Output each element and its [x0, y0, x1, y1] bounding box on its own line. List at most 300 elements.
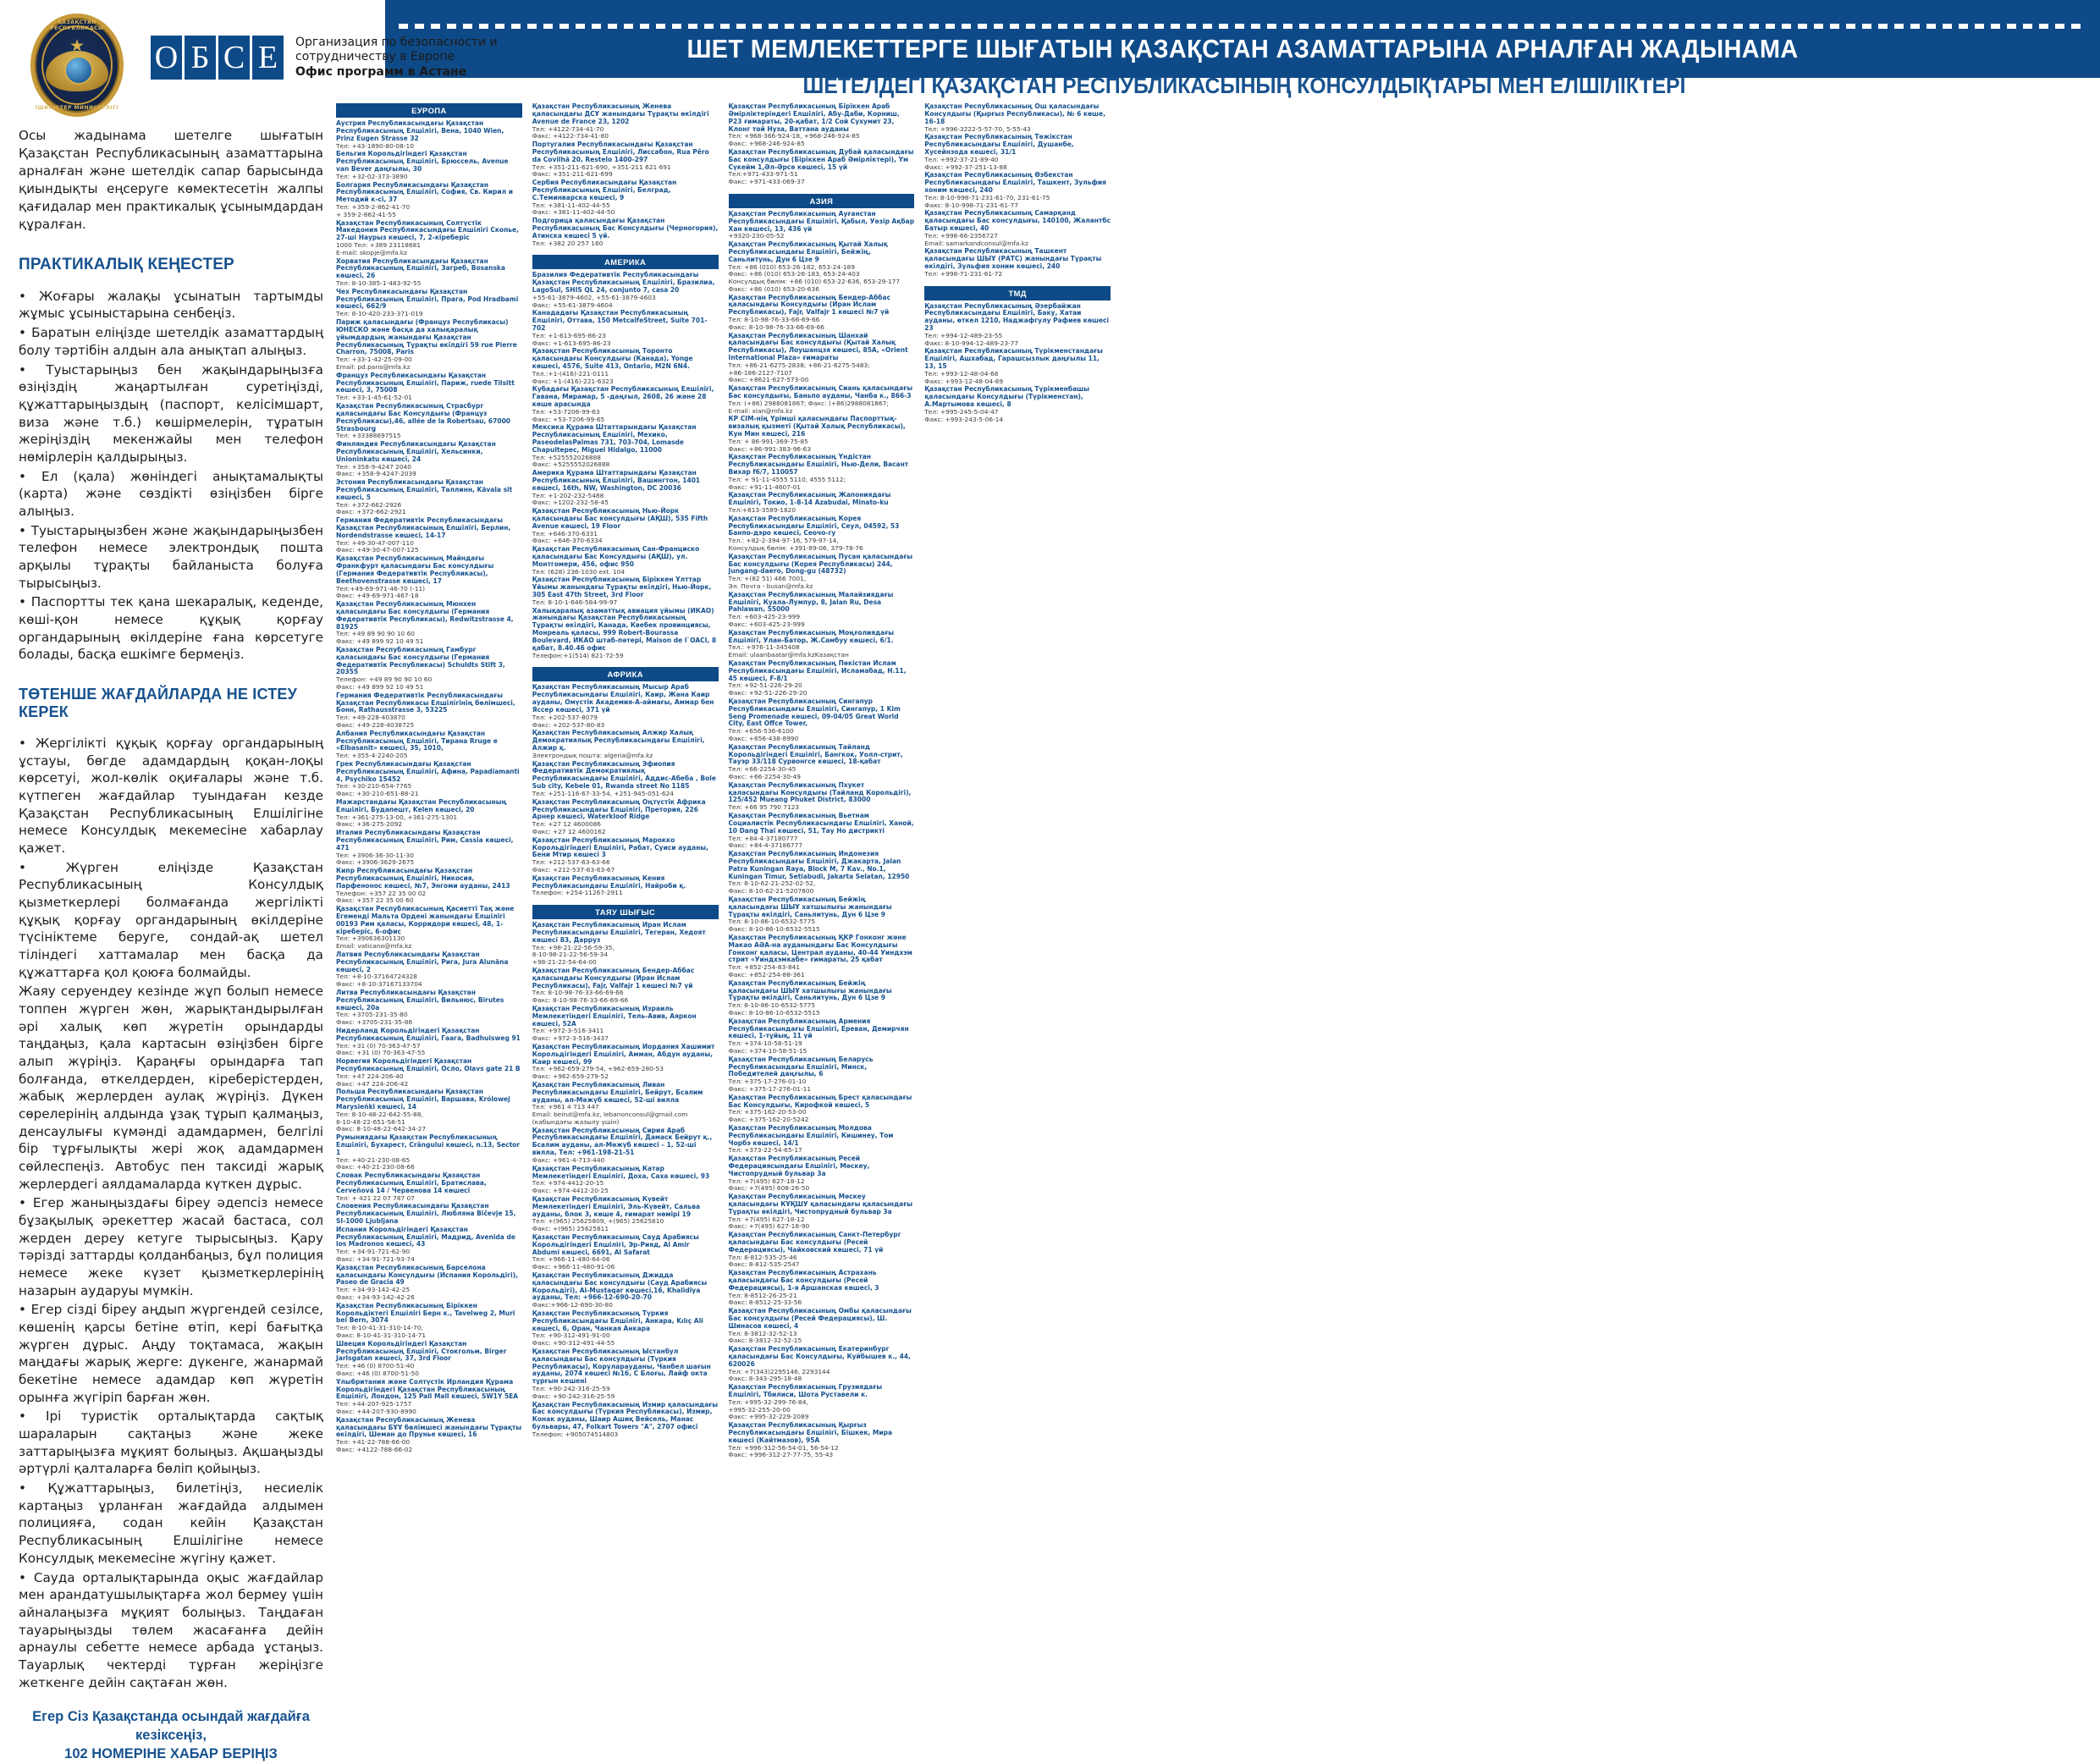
contact-detail: Факс: +971-433-069-37 — [728, 178, 805, 186]
contact-name: Қазақстан Республикасының Ауғанстан Республикасындағы Елшілігі, Қабыл, Уәзір Ақбар Хан көшесі, 13, 436 үй — [728, 209, 915, 233]
contact-entry — [336, 830, 522, 867]
contact-name: Қазақстан Республикасының Алжир Халық Демократиялық Республикасындағы Елшілігі, Алжир қ. — [532, 729, 705, 752]
contact-name: Америка Құрама Штаттарындағы Қазақстан Республикасының Елшілігі, Вашингтон, 1401 көшесі, 16th, NW, Washington, DC 20036 — [532, 469, 701, 492]
contact-detail: Факс: +44-207-930-8990 — [336, 1408, 416, 1416]
advice-bullet: • Туыстарыңызбен және жақындарыңызбен телефон немесе электрондық пошта арқылы тұрақты байланыста болуға тырысыңыз. — [19, 522, 323, 591]
contact-detail: Тел: +994-12-489-23-55 — [924, 331, 1003, 339]
contact-name: Қазақстан Республикасының Армения Республикасындағы Елшілігі, Ереван, Демирчян көшесі, 1-тұйық, 11 үй — [728, 1017, 909, 1040]
contact-name: Қазақстан Республикасының Малайзиядағы Елшілігі, Куала-Лумпур, 8, Jalan Ru, Desa Pahlawan, 55000 — [728, 590, 894, 614]
contact-name: Қазақстан Республикасының Кения Республикасындағы Елшілігі, Найроби қ. — [532, 874, 686, 890]
contact-detail: Факс: +40-21-230-08-66 — [336, 1163, 415, 1171]
contact-detail: Тел: +381-11-402-44-55 — [532, 201, 610, 209]
contact-entry — [729, 813, 915, 850]
contact-detail: Email: pd.paris@mfa.kz — [336, 363, 411, 372]
contact-detail: Факс: +49 899 92 10 49 51 — [336, 682, 424, 691]
contact-name: Қазақстан Республикасының Ресей Федерациясындағы Елшілігі, Мәскеу, Чистопрудный бульвар 3а — [728, 1155, 870, 1177]
contact-name: Қазақстан Республикасының Үндістан Республикасындағы Елшілігі, Нью-Дели, Васант Вихар f6/7, 110057 — [728, 453, 909, 476]
contact-detail: Тел: 8-10-86-10-6532-5775 — [728, 1001, 816, 1010]
contact-name: Қазақстан Республикасының Джидда қаласындағы Бас консулдығы (Сауд Арабиясы Корольдігі), Al-Mustaqar көшесі,16, Khalidiya ауданы, Тел: +966-12-690-20-70 — [532, 1271, 708, 1302]
contact-detail: Тел: 8-10-385-1-483-92-55 — [336, 279, 422, 288]
contact-detail: Тел: +49-228-403870 — [336, 714, 405, 722]
contact-detail: Тел: +351-211-621-690, +351-211 621 691 — [532, 163, 671, 171]
contact-name: Қазақстан Республикасының Ыстанбул қаласындағы Бас консулдығы (Түркия Республикасы), Коруларауданы, Чанбел шағын ауданы, 2074 көшесі №16, С Блоғы, Лайф окта тұрғын кешені — [532, 1347, 711, 1386]
contact-entry — [729, 1232, 915, 1269]
contact-detail: Факс: 8-812-535-2547 — [728, 1260, 800, 1269]
contact-detail: Факс: +1-(416)-221-6323 — [532, 377, 614, 385]
contact-detail: Телефон: +49 89 90 90 10 60 — [336, 675, 433, 684]
contact-name: Халықаралық азаматтық авиация ұйымы (ИКАО) жанындағы Қазақстан Республикасының Тұрақты өкілдігі, Канада, Квебек провинциясы, Монреаль қаласы, 999 Robert-Bourassa Boulevard, ИКАО штаб-пәтері, Maison de l`OACI, 8 қабат, 8.40.46 офис — [532, 606, 717, 652]
contact-entry — [729, 1422, 915, 1459]
contact-entry — [729, 896, 915, 934]
contact-name: Қазақстан Республикасының Қасиетті Тақ және Егеменді Мальта Ордені жанындағы Елшілігі 00193 Рим қаласы, Корридори көшесі, 48, 1-кіреберіс, 6-офис — [336, 905, 515, 935]
contact-entry — [532, 1310, 719, 1348]
contact-name: Италия Республикасындағы Қазақстан Республикасының Елшілігі, Рим, Cassia көшесі, 471 — [336, 829, 514, 852]
contact-detail: Факс: +7(495) 608-26-50 — [728, 1184, 810, 1193]
contact-entry — [336, 258, 522, 288]
contact-name: Қазақстан Республикасының Омбы қаласындағы Бас консулдығы (Ресей Федерациясы), Ш. Шинасов көшесі, 4 — [728, 1307, 912, 1330]
contact-detail: Факс: +47 224-206-42 — [336, 1079, 409, 1088]
emergency-bullet: Жаяу серуендеу кезінде жұп болып немесе топпен жүрген жөн, жарықтандырылған әрі халық көп жүретін орындарды таңдаңыз, қала картасын өзіңізбен бірге алып жүріңіз. Қараңғы орындарға тап болғанда, өткелдерден, кіреберістерден, жабық жерлерден аулақ жүріңіз. Дүкен сөрелерінің алдында ұзақ тұрып қалмаңыз, денсаулығы күмәнді адамдармен, белгілі бір тұрғылықты жері жоқ адамдармен сөйлеспеңіз. Автобус пен таксиді жарық жерлердегі аялдамаларда күткен дұрыс. — [19, 984, 323, 1192]
contact-entry — [532, 837, 719, 874]
kazakhstan-mvd-emblem-icon — [30, 14, 124, 117]
contact-detail: Тел: +3906-36-30-11-30 — [336, 851, 414, 859]
contact-name: Қазақстан Республикасының Майндағы Франкфурт қаласындағы Бас консулдығы (Германия Федеративтік Республикасы), Beethovenstrasse көшесі, 17 — [336, 554, 494, 585]
contact-name: Қазақстан Республикасының Сауд Арабиясы Корольдігіндегі Елшілігі, Эр-Рияд, Al Amir Abdumi көшесі, 6691, Al Safarat — [532, 1232, 699, 1256]
contact-entry — [336, 182, 522, 219]
contact-name: Қазақстан Республикасының Мысыр Араб Республикасындағы Елшілігі, Каир, Жана Каир ауданы, Омүстік Академия-А-аймағы, Аммар бен Яссер көшесі, 371 үй — [532, 683, 714, 714]
contact-detail: Факс: +5255552026888 — [532, 460, 610, 469]
contact-entry — [729, 980, 915, 1017]
contact-name: Болгария Республикасындағы Қазақстан Республикасының Елшілігі, София, Св. Кирил и Методий к-сі, 37 — [336, 180, 513, 204]
contact-entry — [924, 103, 1111, 133]
contact-detail: Тел: +962-659-279-54, +962-659-280-53 — [532, 1065, 664, 1073]
contact-entry — [336, 479, 522, 516]
contact-entry — [729, 630, 915, 659]
contact-detail: Тел: +86 (010) 653-26-182, 653-24-189 — [728, 262, 855, 271]
contact-detail: Тел: +8-10-37164724328 — [336, 973, 417, 981]
contact-detail: Тел: +1-613-695-86-23 — [532, 331, 606, 339]
contact-entry — [729, 934, 915, 979]
contact-name: Бельгия Корольдігіндегі Қазақстан Республикасының Елшілігі, Брюссель, Avenue van Bever даңғылы, 30 — [336, 150, 509, 173]
emergency-bullet: • Егер сізді біреу аңдып жүргендей сезілсе, көшенің қарсы бетіне өтіп, кері бағытқа жүрген дұрыс. Аңду тоқтамаса, жақын маңдағы жарық жерге: дүкенге, жанармай бекетіне немесе адамдар көп жүретін орынға жүгіріп барған жөн. — [19, 1302, 323, 1405]
contact-detail: Факс: +7(495) 627-18-90 — [728, 1222, 810, 1231]
contact-detail: Электрондық пошта: algeria@mfa.kz — [532, 751, 653, 759]
contact-detail: Тел: +33-1-45-61-52-01 — [336, 394, 412, 402]
contact-name: Қазақстан Республикасының Тәжікстан Республикасындағы Елшілігі, Душанбе, Хусейнзода көшесі, 31/1 — [924, 133, 1074, 156]
contact-name: Қазақстан Республикасының Женева қаласындағы ДСҰ жанындағы Тұрақты өкілдігі Avenue de France 23, 1202 — [532, 102, 709, 125]
contact-name: Бразилия Федеративтік Республикасындағы Қазақстан Республикасының Елшілігі, Бразилиа, LagoSul, SHIS QL 24, conjunto 7, casa 20 — [532, 271, 715, 294]
contact-detail: Факс: +66-2254-30-49 — [728, 773, 802, 780]
contact-detail: Тел.:+1-(416)-221-0111 — [532, 369, 609, 378]
contact-detail: Факс: +381-11-402-44-50 — [532, 208, 615, 217]
contact-detail: Тел: +390636301130 — [336, 934, 405, 943]
contact-name: Ұлыбритания және Солтүстік Ирландия Құрама Корольдігіндегі Қазақстан Республикасының Елшілігі, Лондон, 125 Pall Mall көшесі, SW1Y 5EA — [336, 1377, 519, 1401]
contact-entry — [729, 1056, 915, 1094]
contact-name: Хорватия Республикасындағы Қазақстан Республикасының Елшілігі, Загреб, Bosanska көшесі, 26 — [336, 256, 505, 280]
contact-entry — [532, 1348, 719, 1401]
contact-name: Қазақстан Республикасының Оңтүстік Африка Республикасындағы Елшілігі, Претория, 226 Арнер көшесі, Waterkloof Ridge — [532, 797, 706, 821]
contact-detail: Факс: +357 22 35 00 60 — [336, 896, 414, 905]
contact-entry — [336, 372, 522, 402]
contact-detail: Тел: +375-162-20-53-00 — [728, 1108, 807, 1116]
contact-entry — [532, 922, 719, 967]
contact-detail: 8-10-98-21-22-56-59-34 — [532, 951, 608, 959]
contact-detail: Тел: 8-10-98-76-33-66-69-66 — [728, 316, 820, 324]
contact-name: Қазақстан Республикасының Пусан қаласындағы Бас консулдығы (Корея Республикасы) 244, Jungang-daero, Dong-gu (48732) — [728, 552, 913, 576]
contact-detail: Тел: +7(495) 627-18-12 — [728, 1177, 805, 1185]
contact-name: Грек Республикасындағы Қазақстан Республикасының Елшілігі, Афина, Papadiamanti 4, Psychiko 15452 — [336, 759, 520, 783]
contact-entry — [532, 1402, 719, 1439]
contact-detail: Факс: 8-10-86-10-6532-5515 — [728, 1008, 820, 1017]
contact-detail: Факс: +91-11-4607-01 — [728, 482, 802, 491]
contact-entry — [532, 608, 719, 660]
contact-detail: Факс: +603-425-23-999 — [728, 620, 805, 628]
contact-detail: Факс: +961-4-713-440 — [532, 1155, 605, 1164]
emergency-list — [19, 735, 323, 1691]
contact-entry — [532, 799, 719, 836]
contacts-subtitle: ШЕТЕЛДЕГІ ҚАЗАҚСТАН РЕСПУБЛИКАСЫНЫҢ КОНСУЛДЫҚТАРЫ МЕН ЕЛШІЛІКТЕРІ — [802, 73, 1686, 98]
contact-entry — [336, 1089, 522, 1133]
contact-detail: Тел: + 91-11-4555 5110, 4555 5112; — [728, 475, 846, 483]
contact-entry — [532, 761, 719, 798]
contact-name: Канададағы Қазақстан Республикасының Елшілігі, Оттава, 150 MetcalfeStreet, Suite 701-702 — [532, 309, 708, 332]
contact-name: Словения Республикасындағы Қазақстан Республикасының Елшілігі, Любляна Bičevje 15, SI-1000 Ljubljana — [336, 1202, 516, 1225]
contact-detail: Тел: +998-66-2356727 — [924, 231, 998, 240]
contact-detail: Тел: +34-91-721-62-90 — [336, 1248, 411, 1256]
contact-name: Қазақстан Республикасының Нью-Йорк қаласындағы Бас консулдығы (АҚШ), 535 Fifth Avenue көшесі, 19 Floor — [532, 507, 708, 530]
contact-entry — [336, 151, 522, 180]
contact-detail: Факс: +992-37-251-13-88 — [924, 163, 1007, 171]
contact-entry — [729, 1346, 915, 1383]
contact-name: Финляндия Республикасындағы Қазақстан Республикасының Елшілігі, Хельсинки, Unioninkatu көшесі, 24 — [336, 440, 496, 463]
contact-name: Чех Республикасындағы Қазақстан Республикасының Елшілігі, Прага, Pod Hradbami көшесі, 662/9 — [336, 287, 519, 311]
contact-detail: Тел: + 86-991-369-75-85 — [728, 437, 808, 445]
emergency-bullet: • Сауда орталықтарында оқыс жағдайлар мен арандатушылықтарға жол бермеу үшін айналаңызға мұқият болыңыз. Таңдаған тауарыңызды төлем жасағанға дейін арнаулы себетте немесе арбада ұстаңыз. Тауарлық чектерді тұрған жеріңізге жеткенге дейін сақтаған жөн. — [19, 1569, 323, 1690]
contact-detail: Тел: +525552026888 — [532, 453, 602, 461]
contact-entry — [336, 989, 522, 1027]
contact-name: Қазақстан Республикасының Торонто қаласындағы Консулдығы (Канада), Yonge көшесі, 4576, Suite 413, Ontario, M2N 6N4. — [532, 347, 693, 370]
contact-name: Қазақстан Республикасының Бендер-Аббас қаласындағы Консулдығы (Иран Ислам Республикасы), Fajr, Valfajr 1 көшесі №7 үй — [728, 293, 891, 317]
contact-name: Қазақстан Республикасының Израиль Мемлекетіндегі Елшілігі, Тель-Авив, Аяркон көшесі, 52А — [532, 1004, 697, 1028]
contact-entry — [336, 799, 522, 829]
contact-entry — [729, 103, 915, 148]
contact-entry — [532, 576, 719, 606]
contact-detail: Тел: +(82 51) 466 7001, — [728, 575, 807, 583]
contact-entry — [532, 1166, 719, 1195]
contact-detail: Тел: +43-1890-80-08-10 — [336, 141, 414, 150]
contact-entry — [336, 1303, 522, 1340]
banner-title: ШЕТ МЕМЛЕКЕТТЕРГЕ ШЫҒАТЫН ҚАЗАҚСТАН АЗАМАТТАРЫНА АРНАЛҒАН ЖАДЫНАМА — [686, 34, 1799, 63]
contact-entry — [729, 492, 915, 514]
contact-detail: Факс: +86 (010) 653-20-636 — [728, 284, 819, 293]
contact-entry — [336, 289, 522, 318]
contact-name: Қазақстан Республикасының Мәскеу қаласындағы КҰҚШУ қаласындағы қаласындағы Тұрақты өкілдігі, Чистопрудный бульвар 3а — [728, 1193, 913, 1216]
contact-name: Қазақстан Республикасының Ливан Республикасындағы Елшілігі, Бейрут, Бсалим ауданы, ал-Мәжүб көшесі, 52-ші вилла — [532, 1080, 703, 1104]
contact-detail: Факс: +656-438-8990 — [728, 735, 799, 742]
contact-entry — [729, 149, 915, 186]
contact-name: Қазақстан Республикасының Вьетнам Социалистік Республикасындағы Елшілігі, Ханой, 10 Dang Thai көшесі, 51, Тау Но дистрикті — [728, 812, 914, 835]
contact-detail: Тел: +49 89 90 90 10 60 — [336, 630, 415, 638]
contact-entry — [729, 416, 915, 453]
contact-entry — [924, 248, 1111, 278]
contact-entry — [336, 1134, 522, 1171]
contact-detail: Тел: +46 (0) 8700-51-40 — [336, 1362, 415, 1370]
contact-name: Қазақстан Республикасының Эфиопия Федеративтік Демократиялық Республикасындағы Елшілігі, Аддис-Абеба , Bole Sub city, Kebele 01, Rwanda street No 1185 — [532, 759, 716, 791]
contact-entry — [729, 698, 915, 743]
contact-detail: Консулдық бөлім: +391-89-06, 379-78-76 — [728, 544, 863, 552]
contact-entry — [532, 470, 719, 507]
contact-detail: Факс: +92-51-226-29-20 — [728, 689, 807, 697]
contact-detail: E-mail: skopje@mfa.kz — [336, 248, 407, 256]
contact-detail: Тел: +98-21-22-56-59-35, — [532, 943, 615, 951]
contact-entry — [729, 211, 915, 240]
contact-detail: Тел: +251-116-67-33-54, +251-945-051-624 — [532, 789, 674, 797]
emergency-bullet: • Ірі туристік орталықтарда сақтық шараларын сақтаңыз және жеке заттарыңызға мұқият болыңыз. Ақшаңызды әртүрлі қалталарға бөліп қойыңыз. — [19, 1408, 323, 1477]
contact-detail: Консулдық бөлім: +86 (010) 653-22-636, 653-29-177 — [728, 278, 901, 286]
contact-name: Португалия Республикасындағы Қазақстан Республикасының Елшілігі, Лиссабон, Rua Pêro da Covilhã 20, Restelo 1400-297 — [532, 141, 709, 163]
contact-name: Қазақстан Республикасының Түрікменстандағы Елшілігі, Ашхабад, Гарашсызлык даңғылы 11, 13, 15 — [924, 347, 1103, 371]
contact-detail: Тел: +44-207-925-1757 — [336, 1400, 412, 1408]
contact-detail: Факс: +55-61-3879-4604 — [532, 300, 613, 309]
advice-bullet: • Паспортты тек қана шекаралық, кеденде, көші-қон немесе құқық қорғау органдарының өкілдеріне ғана көрсетуге болады, басқа ешкімге бермеңіз. — [19, 594, 323, 663]
emblem-bottom-text: ІШКІ ІСТЕР МИНИСТРЛІГІ — [35, 105, 119, 111]
contact-detail: Тел: +90-242-316-25-59 — [532, 1385, 610, 1393]
contact-detail: Тел: +90-312-491-91-00 — [532, 1331, 610, 1340]
contact-entry — [729, 241, 915, 293]
contact-name: Қазақстан Республикасының Түрікменбашы қаласындағы Консулдығы (Түрікменстан), А.Мартымова көшесі, 8 — [924, 385, 1089, 409]
contact-name: Латвия Республикасындағы Қазақстан Республикасының Елшілігі, Рига, Jura Alunāna көшесі, 2 — [336, 950, 509, 973]
contact-entry — [729, 1094, 915, 1124]
contact-name: Қазақстан Республикасының Әзербайжан Республикасындағы Елшілігі, Баку, Хатаи ауданы, өткел 1210, Наджафгулу Рафиев көшесі 23 — [924, 301, 1110, 333]
contact-name: Қазақстан Республикасының Пхукет қаласындағы Консулдығы (Тайланд Корольдігі), 125/452 Mueang Phuket District, 83000 — [728, 780, 912, 804]
contact-entry — [336, 647, 522, 692]
contact-name: Испания Корольдігіндегі Қазақстан Республикасының Елшілігі, Мадрид, Avenida de los Madronos көшесі, 43 — [336, 1225, 515, 1249]
contact-detail: Тел: +995-32-299-76-84, — [728, 1397, 808, 1406]
osce-line-3: Офис программ в Астане — [295, 64, 467, 79]
contact-detail: Факс: +8-10-37167133704 — [336, 980, 422, 989]
contact-name: Норвегия Корольдігіндегі Қазақстан Республикасының Елшілігі, Осло, Olavs gate 21 B — [336, 1057, 521, 1072]
contact-entry — [336, 868, 522, 905]
contact-name: Аустрия Республикасындағы Қазақстан Республикасының Елшілігі, Вена, 1040 Wien, Prinz Eugen Strasse 32 — [336, 119, 504, 142]
contact-name: Қазақстан Республикасының Беларусь Республикасындағы Елшілігі, Минск, Победителей даңғылы, 6 — [728, 1055, 874, 1078]
contact-detail: Тел: 8-8512-26-25-21 — [728, 1291, 797, 1299]
contact-detail: Факс: +993-12-48-04-69 — [924, 377, 1004, 385]
contact-detail: Факс: 8-10-86-10-6532-5515 — [728, 925, 820, 934]
contact-entry — [336, 730, 522, 760]
contact-detail: Факс: +49 899 92 10 49 51 — [336, 637, 424, 646]
contact-detail: Факс: +86 (010) 653-26-183, 653-24-403 — [728, 270, 860, 278]
contact-entry — [336, 761, 522, 798]
contact-detail: Тел: +968-366-924-18, +968-246-924-85 — [728, 132, 860, 141]
contact-entry — [924, 172, 1111, 209]
contact-name: Германия Федеративтік Республикасындағы Қазақстан Республикасы Елшілігінің бөлімшесі, Бонн, Rathausstrasse 3, 53225 — [336, 691, 515, 714]
contact-detail: Факс: +358-9-4247-2039 — [336, 470, 416, 478]
contact-entry — [532, 1127, 719, 1165]
contact-name: Қазақстан Республикасының Дубай қаласындағы Бас консулдығы (Біріккен Араб Әмірліктері), Үм Сүкейм 1,Әл-Әрсә көшесі, 15 үй — [728, 147, 914, 171]
advice-column — [19, 127, 323, 1764]
contact-detail: Тел: +361-275-13-00, +361-275-1301 — [336, 813, 458, 821]
contact-name: Қазақстан Республикасының Сирия Араб Республикасындағы Елшілігі, Дамаск Бейрут қ., Бсалим ауданы, ал-Мәжүб көшесі – 1, 52-ші вилла, Тел: +961-198-21-51 — [532, 1126, 713, 1157]
contact-name: Швеция Корольдігіндегі Қазақстан Республикасының Елшілігі, Стокгольм, Birger Jarlsgatan көшесі, 37, 3rd Floor — [336, 1339, 507, 1363]
contact-entry — [729, 660, 915, 697]
contact-detail: Факс: +90-312-491-44-55 — [532, 1339, 615, 1348]
contacts-section-header: АФРИКА — [532, 667, 719, 681]
contact-detail: Тел: +992-37-21-89-40 — [924, 155, 999, 163]
contact-detail: Факс: +968-246-924-85 — [728, 140, 805, 148]
advice-bullet: • Туыстарыңыз бен жақындарыңызға өзіңіздің жаңартылған суретіңізді, құжаттарыңыздың (паспорт, келісімшарт, виза және т.б.) көшірмелерін, тұратын жеріңіздің мекенжайы мен телефон нөмірлерін қалдырыңыз. — [19, 361, 323, 465]
contact-detail: Тел: +961 4 713 447 — [532, 1103, 599, 1111]
contact-name: Қазақстан Республикасының Астрахань қаласындағы Бас консулдығы (Ресей Федерациясы), 1-я Аршанская көшесі, 3 — [728, 1269, 879, 1292]
contact-detail: Тел: +372-662-2926 — [336, 500, 402, 509]
contact-detail: +995-32-255-20-00 — [728, 1405, 791, 1414]
contact-entry — [532, 730, 719, 759]
contact-name: Қазақстан Республикасының Женева қаласындағы БҰҰ бөлімшесі жанындағы Тұрақты өкілдігі, Шеман до Прунье көшесі, 16 — [336, 1415, 522, 1439]
contact-name: Қазақстан Республикасының Біріккен Корольдіктегі Елшілігі Берн к., Tavelweg 2, Muri bei Bern, 3074 — [336, 1301, 515, 1325]
contact-entry — [729, 1125, 915, 1155]
contact-detail: Тел: +92-51-226-29-20 — [728, 681, 802, 690]
contact-name: Қазақстан Республикасының Солтүстік Македония Республикасындағы Елшілігі Скопье, 27-ші Наурыз көшесі, 7, 2-кіреберіс — [336, 218, 519, 242]
contact-detail: Тел: +7(343)2295146, 2293144 — [728, 1367, 830, 1375]
contact-entry — [532, 1082, 719, 1127]
contact-detail: Факс: 8-10-48-22-642-34-27 — [336, 1125, 427, 1133]
contact-name: Қазақстан Республикасының Корея Республикасындағы Елшілігі, Сеул, 04592, 53 Банпо-дэро көшесі, Сеочо-гу — [728, 514, 900, 537]
contact-name: Қазақстан Республикасының Сиань қаласындағы Бас консулдығы, Баньпо ауданы, Чанба к., 866-3 — [728, 384, 913, 400]
tips-list — [19, 288, 323, 664]
contact-entry — [336, 1172, 522, 1202]
contacts-section-header: ТАЯУ ШЫҒЫС — [532, 905, 719, 919]
contact-name: Қазақстан Республикасының Иран Ислам Республикасындағы Елшілігі, Тегеран, Хедоят көшесі 83, Дарруз — [532, 921, 706, 944]
contact-detail: Факс: +(965) 25625811 — [532, 1225, 609, 1233]
contact-detail: Факс: +31 (0) 70-363-47-55 — [336, 1049, 426, 1057]
callout-line-2: 102 НОМЕРІНЕ ХАБАР БЕРІҢІЗ — [64, 1745, 278, 1761]
contact-entry — [336, 220, 522, 257]
contacts-section-header: ЕУРОПА — [336, 103, 522, 118]
contact-entry — [336, 692, 522, 730]
contact-detail: +55-61-3879-4602, +55-61-3879-4603 — [532, 293, 656, 301]
contact-detail: Тел: +375-17-276-01-10 — [728, 1078, 807, 1086]
contact-detail: Факс: +84-4-37186777 — [728, 841, 803, 850]
contact-entry — [729, 295, 915, 332]
contact-name: Мажарстандағы Қазақстан Республикасының Елшілігі, Будапешт, Kelen көшесі, 20 — [336, 797, 507, 813]
contact-entry — [729, 1308, 915, 1345]
contact-name: Қазақстан Республикасының Мюнхен қаласындағы Бас консулдығы (Германия Федеративтік Республикасы), Redwitzstrasse 4, 81925 — [336, 599, 514, 631]
contact-detail: Тел: +34-93-142-42-25 — [336, 1286, 411, 1294]
emergency-bullet: • Құжаттарыңыз, билетіңіз, несиелік картаңыз ұрланған жағдайда алдымен полицияға, содан кейін Қазақстан Республикасының Елшілігіне немесе Консулдық мекемесіне жүгіну қажет. — [19, 1480, 323, 1566]
contact-name: Польша Республикасындағы Қазақстан Республикасының Елшілігі, Варшава, Królowej Marysieńki көшесі, 14 — [336, 1088, 510, 1111]
contact-entry — [924, 134, 1111, 171]
contact-entry — [729, 554, 915, 591]
contact-detail: Факс: +27 12 4600162 — [532, 827, 606, 835]
contact-name: Қазақстан Республикасының Бендер-Аббас қаласындағы Консулдығы (Иран Ислам Республикасы), Fajr, Valfajr 1 көшесі №7 үй — [532, 966, 695, 989]
contact-entry — [729, 1193, 915, 1231]
contact-detail: Тел.: +976-11-345408 — [728, 643, 800, 652]
contact-detail: Факс: 8-10-41-31-310-14-71 — [336, 1331, 427, 1340]
contact-detail: Факс: +4122-734-41-80 — [532, 132, 609, 141]
contact-detail: Тел: 8-10-998-71-231-61-70, 231-61-75 — [924, 193, 1050, 201]
contact-detail: Тел: +359-2-862-41-70 — [336, 203, 411, 212]
contact-detail: Тел: +998-71-231-61-72 — [924, 269, 1003, 278]
contact-detail: Тел: 8-10-98-76-33-66-69-66 — [532, 989, 624, 997]
contact-detail: Тел: 8-3812-32-52-13 — [728, 1329, 797, 1337]
contact-name: Сербия Республикасындағы Қазақстан Республикасының Елшілігі, Белград, С.Теминварска көшесі, 9 — [532, 179, 677, 201]
section-heading-emergency: ТӨТЕНШЕ ЖАҒДАЙЛАРДА НЕ ІСТЕУ КЕРЕК — [19, 685, 298, 720]
contact-entry — [336, 1227, 522, 1264]
contact-detail: Тел: +7(495) 627-18-12 — [728, 1215, 805, 1223]
banner-bar — [385, 0, 2100, 78]
contact-name: Қазақстан Республикасының Самарқанд қаласындағы Бас консулдығы, 140100, Жалантбс Батыр көшесі, 40 — [924, 209, 1111, 232]
contact-entry — [729, 1018, 915, 1056]
contact-detail: Факс: +36-275-2092 — [336, 820, 403, 829]
contact-detail: Факс: +962-659-279-52 — [532, 1072, 609, 1081]
contacts-grid — [336, 103, 2092, 1475]
contact-detail: Факс: +34-91-721-93-74 — [336, 1255, 415, 1264]
osce-letter-o: О — [151, 36, 182, 80]
contact-name: Германия Федеративтік Республикасындағы Қазақстан Республикасының Елшілігі, Берлин, Nordendstrasse көшесі, 14-17 — [336, 516, 511, 539]
contact-detail: Факс: +375-162-20-5242 — [728, 1116, 809, 1124]
contact-detail: Тел: +603-425-23-999 — [728, 613, 801, 621]
contact-name: Қазақстан Республикасының Марокко Корольдігіндегі Елшілігі, Рабат, Суиси ауданы, Бени Мтир көшесі 3 — [532, 835, 709, 859]
contact-detail: Email: vaticano@mfa.kz — [336, 942, 412, 951]
contact-name: Қазақстан Республикасының Молдова Республикасындағы Елшілігі, Кишинеу, Том Чорбэ көшесі, 14/1 — [728, 1123, 894, 1147]
contact-detail: Факс: +34-93-142-42-26 — [336, 1293, 415, 1302]
contact-detail: Факс: +86-991-383-96-63 — [728, 444, 812, 453]
contact-entry — [336, 1203, 522, 1226]
osce-letter-blocks — [151, 36, 286, 80]
contact-detail: Факс: +852-254-88-361 — [728, 970, 805, 978]
contact-name: Қазақстан Республикасының Жапониядағы Елшілігі, Токио, 1-8-14 Azabudai, Minato-ku — [728, 491, 891, 507]
contact-detail: Email: beirut@mfa.kz, lebanonconsul@gmail.com (кабындағы жазылу үшін) — [532, 1111, 688, 1126]
contact-detail: Тел: +40-21-230-08-65 — [336, 1155, 411, 1164]
contact-entry — [336, 1265, 522, 1302]
contact-name: Қазақстан Республикасының Шанхай қаласындағы Бас консулдығы (Қытай Халық Республикасы), Лоушанцзя көшесі, 85А, «Orient International Plaza» ғимараты — [728, 331, 908, 362]
contact-detail: Тел: +852-254-83-841 — [728, 963, 801, 972]
contact-name: Албания Республикасындағы Қазақстан Республикасының Елшілігі, Тирана Rruge e «Elbasanit» көшесі, 35, 1010, — [336, 729, 498, 752]
contact-name: Подгорица қаласындағы Қазақстан Республикасының Бас Консулдығы (Черногория), Атинска көшесі 5 үй. — [532, 217, 719, 240]
contact-name: Қазақстан Республикасының Екатеринбург қаласындағы Бас Консулдығы, Куйбышев к., 44, 620026 — [728, 1345, 911, 1368]
contact-entry — [729, 1384, 915, 1421]
contact-entry — [336, 1379, 522, 1416]
contact-detail: Телефон: +357 22 35 00 02 — [336, 889, 427, 897]
contact-detail: Тел: +41-22-788-66-00 — [336, 1438, 411, 1447]
contact-name: Қазақстан Республикасының Қытай Халық Республикасындағы Елшілігі, Бейжің, Саньлитунь, Дун 6 Цзе 9 — [728, 240, 888, 263]
emergency-bullet: • Егер жаныңыздағы біреу әдепсіз немесе бұзақылық әрекеттер жасай бастаса, сол жерден дереу кетуге тырысыңыз. Қару тәрізді заттарды қолданбаңыз, бұл полиция немесе жеке күзет қызметкерлерінің назарын аударуы мүмкін. — [19, 1195, 323, 1298]
contact-entry — [729, 515, 915, 553]
contact-entry — [924, 386, 1111, 423]
contact-entry — [336, 1028, 522, 1057]
contact-name: Қазақстан Республикасының Сан-Франциско қаласындағы Бас Консулдығы (АҚШ), ул. Монтгомери, 456, офис 950 — [532, 545, 700, 568]
contact-detail: 8-10-48-22-651-58-51 — [336, 1117, 405, 1126]
contact-detail: Тел: +3705-231-35-80 — [336, 1011, 408, 1019]
contact-entry — [532, 103, 719, 141]
contact-name: Қазақстан Республикасының Бейжің қаласындағы ШЫҰ хатшылығы жанындағы Тұрақты өкілдігі, Саньлитунь, Дун 6 Цзе 9 — [728, 895, 892, 918]
contact-entry — [532, 546, 719, 576]
contact-entry — [729, 744, 915, 781]
contact-detail: Тел: +212-537-63-63-66 — [532, 858, 610, 867]
contact-detail: Тел: +66 95 790 7123 — [728, 803, 800, 812]
contact-detail: Факс: 8-3812-32-52-15 — [728, 1337, 802, 1345]
contact-entry — [532, 424, 719, 469]
contact-entry — [336, 120, 522, 150]
contact-detail: Тел: +656-536-6100 — [728, 727, 794, 736]
advice-bullet: • Баратын еліңізде шетелдік азаматтардың болу тәртібін алдын ала анықтап алыңыз. — [19, 325, 323, 358]
contact-detail: Факс: +30-210-651-88-21 — [336, 790, 419, 798]
osce-line-1: Организация по безопасности и — [295, 36, 498, 50]
contact-name: Қазақстан Республикасының Грузиядағы Елшілігі, Тбилиси, Шота Руставели к. — [728, 1383, 883, 1398]
contact-detail: Тел.: +82-2-394-97-16, 579-97-14, — [728, 537, 839, 545]
contact-detail: Факс: +49-69-971-467-18 — [336, 592, 419, 600]
contact-detail: Факс: +375-17-276-01-11 — [728, 1084, 812, 1093]
contact-name: Қазақстан Республикасының Барселона қаласындағы Консулдығы (Испания Корольдігі), Paseo de Gracia 49 — [336, 1263, 518, 1287]
